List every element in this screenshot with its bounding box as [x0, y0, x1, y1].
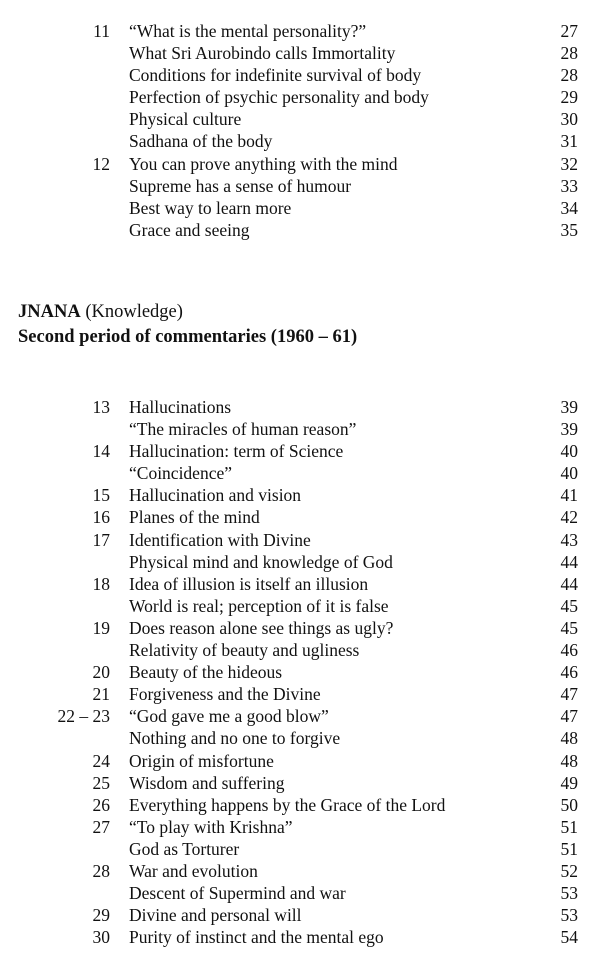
entry-title: “God gave me a good blow” [129, 706, 329, 727]
entry-title: Does reason alone see things as ugly? [129, 617, 394, 638]
entry-title: Hallucination and vision [129, 485, 302, 506]
toc-entry [0, 529, 600, 551]
chapter-number: 19 [92, 617, 110, 638]
chapter-number: 18 [92, 573, 110, 594]
page-number: 49 [560, 772, 578, 793]
entry-title: What Sri Aurobindo calls Immortality [129, 43, 396, 64]
entry-title: Physical mind and knowledge of God [129, 551, 393, 572]
chapter-number: 14 [92, 441, 110, 462]
page-number: 39 [560, 419, 578, 440]
entry-title: God as Torturer [129, 838, 240, 859]
page-number: 46 [560, 662, 578, 683]
toc-entry [0, 396, 600, 418]
toc-entry [0, 617, 600, 639]
chapter-number: 20 [92, 662, 110, 683]
toc-entry [0, 219, 600, 241]
page-number: 44 [560, 551, 578, 572]
page-number: 50 [560, 794, 578, 815]
page-number: 29 [560, 87, 578, 108]
toc-list-part2 [0, 396, 600, 948]
entry-title: Everything happens by the Grace of the Lord [129, 794, 446, 815]
page-number: 45 [560, 595, 578, 616]
chapter-number: 27 [92, 816, 110, 837]
entry-title: Descent of Supermind and war [129, 883, 346, 904]
page-number: 34 [560, 197, 578, 218]
toc-entry [0, 42, 600, 64]
entry-title: War and evolution [129, 860, 258, 881]
page-number: 47 [560, 706, 578, 727]
toc-entry [0, 197, 600, 219]
toc-entry [0, 86, 600, 108]
entry-title: Supreme has a sense of humour [129, 175, 352, 196]
page-number: 32 [560, 153, 578, 174]
toc-entry [0, 772, 600, 794]
toc-entry [0, 64, 600, 86]
entry-title: Conditions for indefinite survival of body [129, 65, 422, 86]
chapter-number: 29 [92, 905, 110, 926]
entry-title: “What is the mental personality?” [129, 21, 367, 41]
chapter-number: 28 [92, 860, 110, 881]
toc-entry [0, 904, 600, 926]
entry-title: “The miracles of human reason” [129, 419, 357, 440]
toc-entry [0, 705, 600, 727]
chapter-number: 11 [93, 21, 110, 41]
entry-title: Origin of misfortune [129, 750, 274, 771]
page-number: 44 [560, 573, 578, 594]
chapter-number: 24 [92, 750, 110, 771]
chapter-number: 16 [92, 507, 110, 528]
entry-title: Forgiveness and the Divine [129, 684, 321, 705]
toc-entry [0, 838, 600, 860]
toc-entry [0, 683, 600, 705]
chapter-number: 12 [92, 153, 110, 174]
toc-entry [0, 816, 600, 838]
entry-title: Grace and seeing [129, 219, 250, 240]
page-number: 28 [560, 43, 578, 64]
page-number: 27 [560, 21, 578, 41]
entry-title: You can prove anything with the mind [129, 153, 398, 174]
toc-entry [0, 108, 600, 130]
toc-entry [0, 750, 600, 772]
entry-title: Idea of illusion is itself an illusion [129, 573, 369, 594]
entry-title: Best way to learn more [129, 197, 292, 218]
entry-title: Relativity of beauty and ugliness [129, 640, 360, 661]
page-number: 45 [560, 617, 578, 638]
entry-title: Nothing and no one to forgive [129, 728, 341, 749]
toc-list-part1 [0, 20, 600, 241]
page-number: 40 [560, 463, 578, 484]
entry-title: Sadhana of the body [129, 131, 273, 152]
toc-entry [0, 551, 600, 573]
chapter-number: 21 [92, 684, 110, 705]
page-number: 46 [560, 640, 578, 661]
toc-entry [0, 926, 600, 948]
toc-entry [0, 506, 600, 528]
section-subtitle: Second period of commentaries (1960 – 61) [18, 327, 358, 347]
chapter-number: 25 [92, 772, 110, 793]
entry-title: Identification with Divine [129, 529, 311, 550]
page-number: 42 [560, 507, 578, 528]
entry-title: World is real; perception of it is false [129, 595, 389, 616]
chapter-number: 13 [92, 397, 110, 417]
toc-entry [0, 661, 600, 683]
section-title-paren: (Knowledge) [85, 302, 183, 322]
entry-title: Purity of instinct and the mental ego [129, 927, 384, 948]
entry-title: Hallucinations [129, 397, 232, 417]
toc-entry [0, 794, 600, 816]
toc-entry [0, 440, 600, 462]
page-number: 28 [560, 65, 578, 86]
page-number: 51 [560, 816, 578, 837]
entry-title: Divine and personal will [129, 905, 302, 926]
toc-entry [0, 882, 600, 904]
page-number: 47 [560, 684, 578, 705]
page-number: 30 [560, 109, 578, 130]
page-number: 40 [560, 441, 578, 462]
page-number: 53 [560, 905, 578, 926]
toc-entry [0, 727, 600, 749]
section-title-main: JNANA [18, 302, 81, 322]
page-number: 54 [560, 927, 578, 948]
entry-title: “Coincidence” [129, 463, 233, 484]
section-heading [18, 300, 578, 350]
chapter-number: 15 [92, 485, 110, 506]
page-number: 51 [560, 838, 578, 859]
entry-title: Perfection of psychic personality and body [129, 87, 429, 108]
toc-entry [0, 573, 600, 595]
page-number: 41 [560, 485, 578, 506]
chapter-number: 26 [92, 794, 110, 815]
entry-title: Planes of the mind [129, 507, 260, 528]
entry-title: Physical culture [129, 109, 242, 130]
entry-title: Beauty of the hideous [129, 662, 283, 683]
page-number: 33 [560, 175, 578, 196]
chapter-number: 17 [92, 529, 110, 550]
page-number: 43 [560, 529, 578, 550]
toc-entry [0, 418, 600, 440]
toc-entry [0, 860, 600, 882]
entry-title: Hallucination: term of Science [129, 441, 344, 462]
page-number: 48 [560, 750, 578, 771]
page-number: 52 [560, 860, 578, 881]
page-number: 48 [560, 728, 578, 749]
page-number: 53 [560, 883, 578, 904]
toc-entry [0, 20, 600, 42]
page-number: 39 [560, 397, 578, 417]
page-number: 35 [560, 219, 578, 240]
toc-entry [0, 462, 600, 484]
toc-entry [0, 130, 600, 152]
section-title [18, 300, 578, 325]
toc-entry [0, 175, 600, 197]
entry-title: “To play with Krishna” [129, 816, 293, 837]
entry-title: Wisdom and suffering [129, 772, 285, 793]
page-number: 31 [560, 131, 578, 152]
toc-entry [0, 595, 600, 617]
chapter-number: 30 [92, 927, 110, 948]
toc-entry [0, 153, 600, 175]
toc-entry [0, 639, 600, 661]
toc-entry [0, 484, 600, 506]
chapter-number: 22 – 23 [57, 706, 110, 727]
